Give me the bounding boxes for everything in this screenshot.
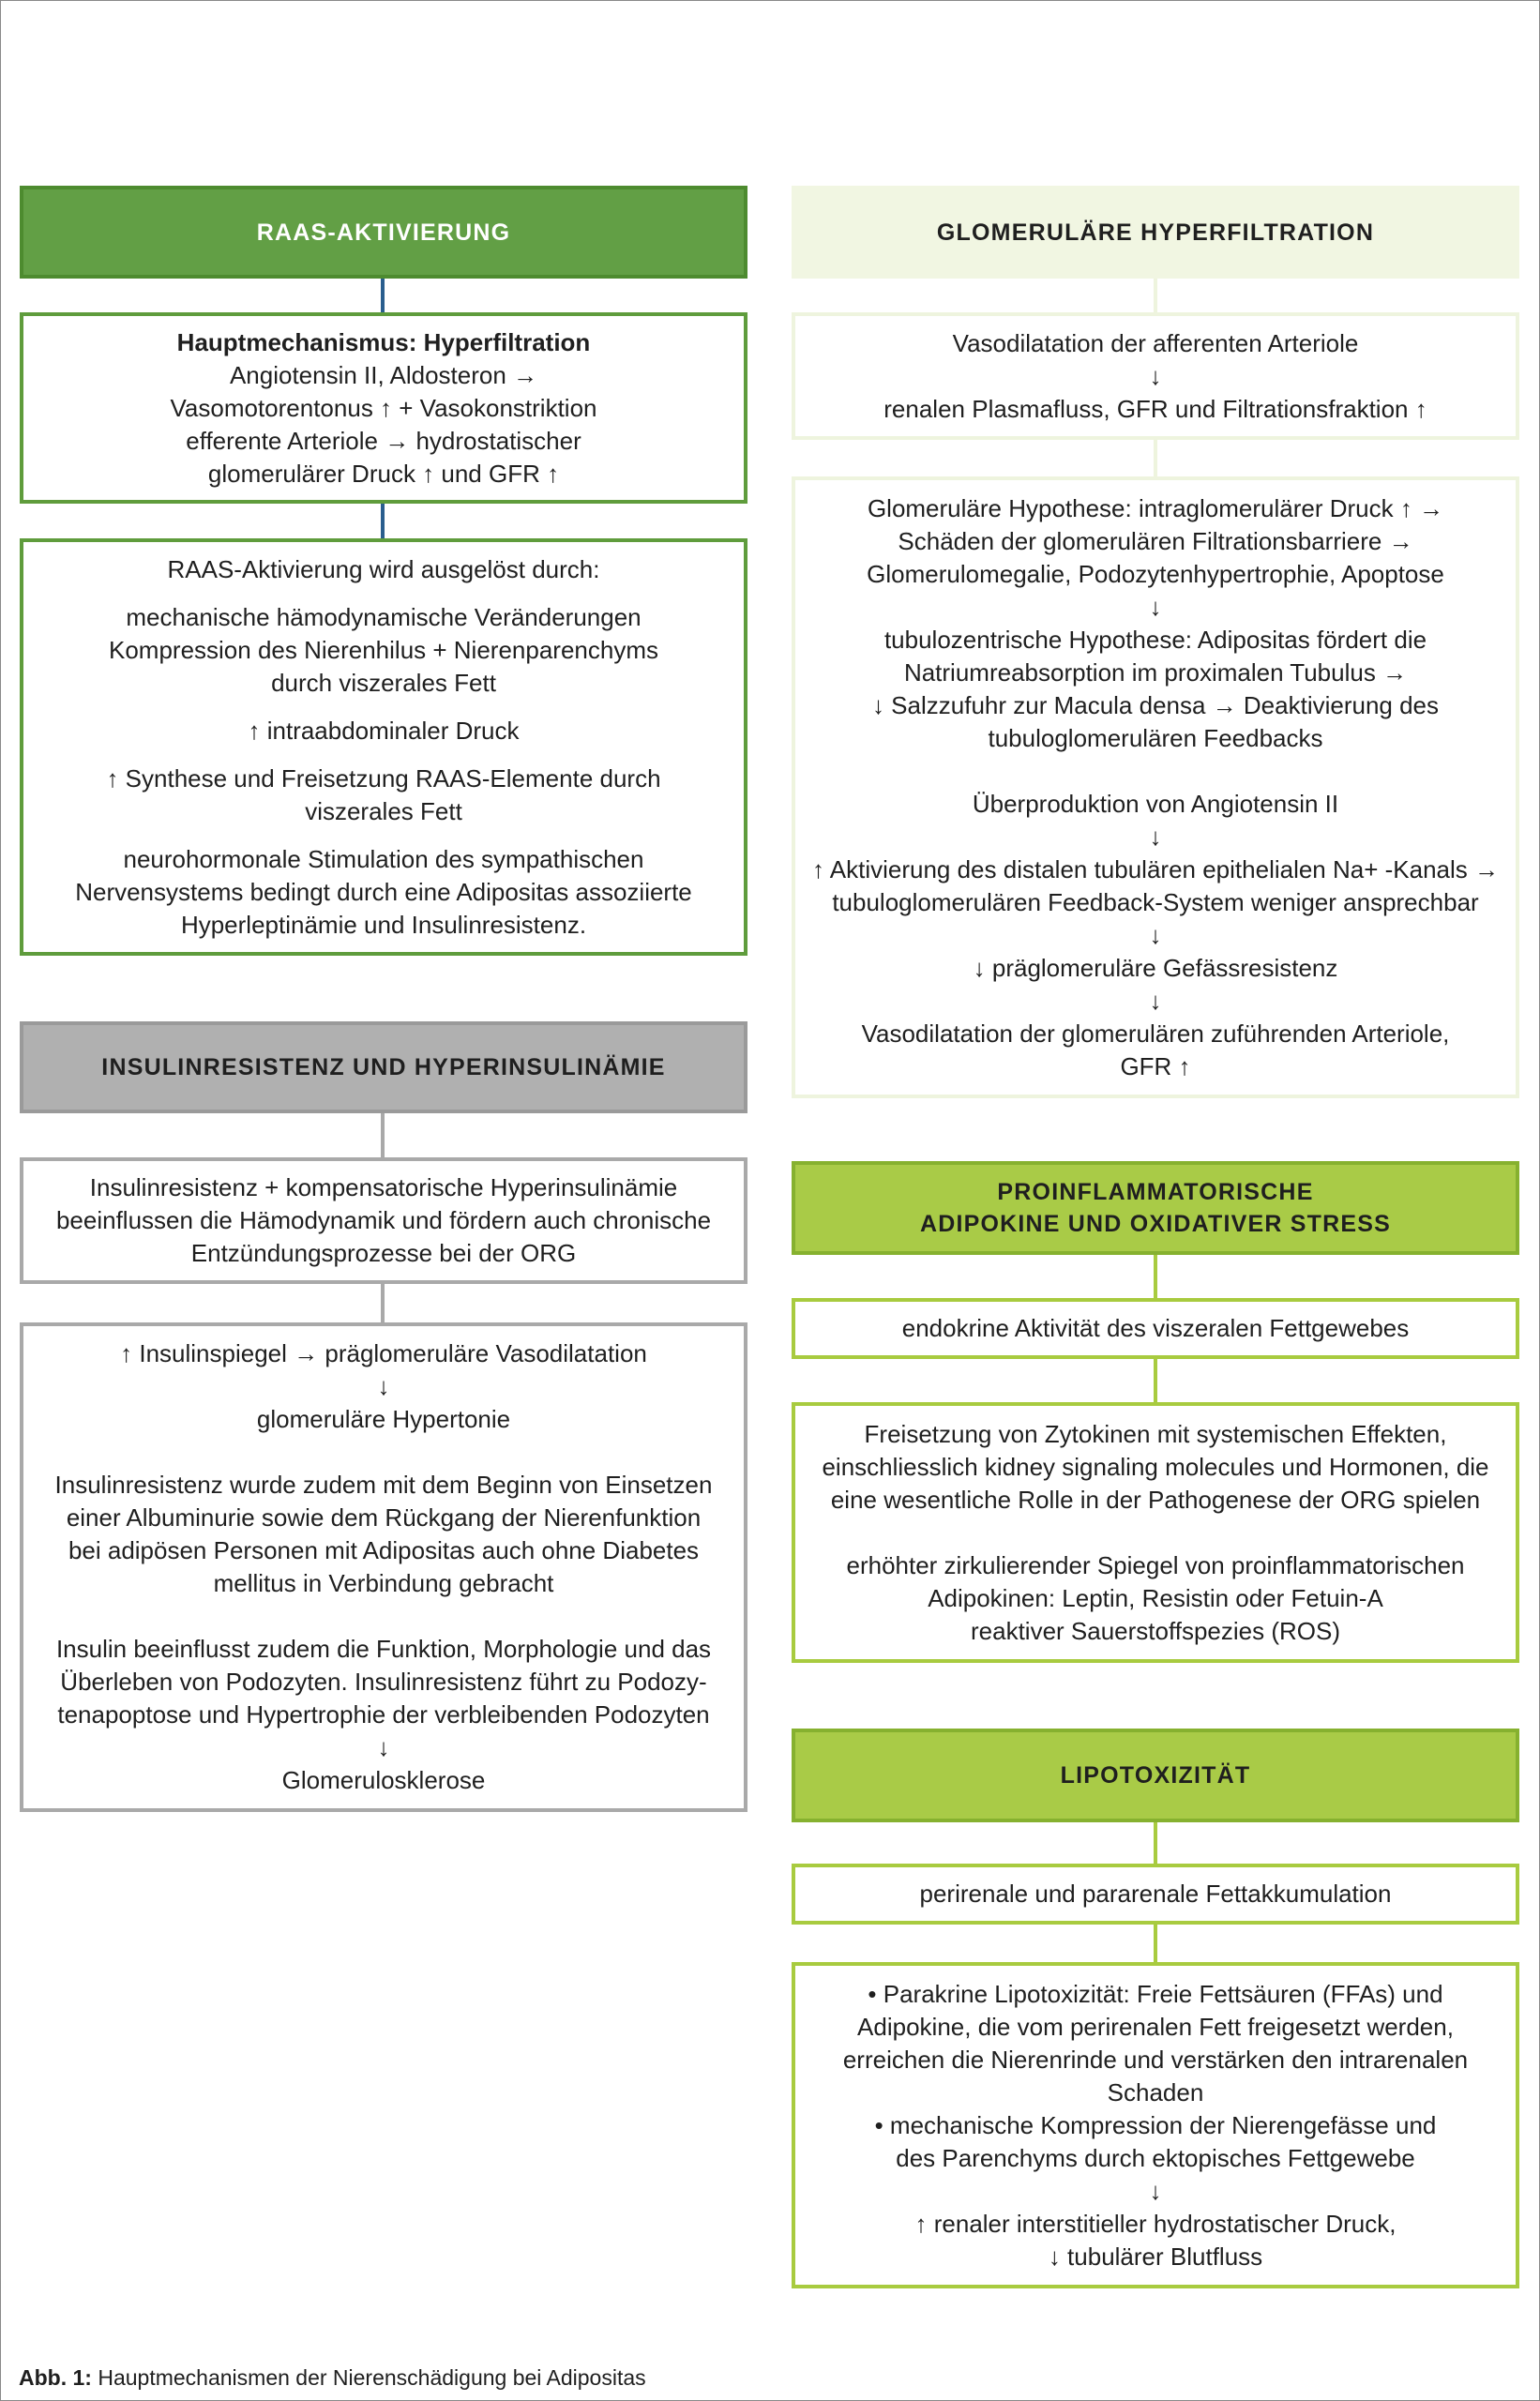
lipotox-line: Adipokine, die vom perirenalen Fett freigesetzt werden,	[857, 2012, 1454, 2041]
adipokine-header-line: PROINFLAMMATORISCHE	[997, 1179, 1314, 1205]
summary-line: Entzündungsprozesse bei der ORG	[190, 1239, 577, 1267]
mechanism-line: efferente Arteriole → hydrostatischer	[186, 426, 581, 455]
hyperfiltration-header	[792, 186, 1519, 279]
down-arrow: ↓	[377, 1733, 390, 1761]
adipokine-header	[792, 1161, 1519, 1255]
hf-line: Glomeruläre Hypothese: intraglomerulärer Druck ↑ →	[867, 493, 1444, 522]
adipokine-header-line: ADIPOKINE UND OXIDATIVER STRESS	[919, 1211, 1392, 1237]
connector	[1154, 440, 1157, 476]
lipotox-header-text: LIPOTOXIZITÄT	[1060, 1762, 1251, 1789]
cytokine-line: Freisetzung von Zytokinen mit systemischen Effekten,	[864, 1419, 1447, 1448]
hf-line: tubuloglomerulären Feedbacks	[988, 723, 1323, 752]
hf-line: GFR ↑	[1120, 1051, 1191, 1080]
connector	[381, 1113, 385, 1157]
mechanism-line: glomerulärer Druck ↑ und GFR ↑	[207, 459, 560, 488]
hf-line: renalen Plasmafluss, GFR und Filtrationsfraktion ↑	[883, 394, 1427, 423]
trigger-pressure: ↑ intraabdominaler Druck	[248, 716, 520, 745]
detail-line: tenapoptose und Hypertrophie der verbleibenden Podozyten	[57, 1700, 710, 1729]
down-arrow: ↓	[1149, 822, 1162, 851]
trigger-line: mechanische hämodynamische Veränderungen	[126, 602, 642, 631]
endocrine-text: endokrine Aktivität des viszeralen Fettgewebes	[901, 1314, 1410, 1342]
hf-line: ↑ Aktivierung des distalen tubulären epithelialen Na+ -Kanals →	[811, 854, 1500, 883]
lipotox-detail-box	[792, 1962, 1519, 2288]
down-arrow: ↓	[1149, 592, 1162, 621]
detail-line: Überleben von Podozyten. Insulinresistenz führt zu Podozy-	[60, 1668, 707, 1696]
hf-line: Vasodilatation der afferenten Arteriole	[952, 328, 1359, 357]
trigger-line: ↑ Synthese und Freisetzung RAAS-Elemente durch	[106, 763, 661, 793]
trigger-line: Nervensystems bedingt durch eine Adipositas assoziierte	[75, 877, 692, 906]
adipokine-line: erhöhter zirkulierender Spiegel von proinflammatorischen	[846, 1550, 1465, 1579]
hyperfiltration-header-text: GLOMERULÄRE HYPERFILTRATION	[936, 219, 1375, 246]
trigger-line: viszerales Fett	[305, 796, 462, 825]
down-arrow: ↓	[1149, 361, 1162, 390]
lipotox-line: • mechanische Kompression der Nierengefässe und	[874, 2110, 1437, 2139]
endocrine-box	[792, 1298, 1519, 1359]
hyperfiltration-box-2	[792, 476, 1519, 1098]
connector	[1154, 1925, 1157, 1962]
hf-line: ↓ Salzzufuhr zur Macula densa → Deaktivierung des	[871, 690, 1440, 719]
connector	[1154, 1822, 1157, 1864]
lipotox-line: Schaden	[1107, 2077, 1204, 2107]
mechanism-line: Angiotensin II, Aldosteron →	[229, 360, 538, 389]
cytokine-box	[792, 1402, 1519, 1663]
down-arrow: ↓	[1149, 986, 1162, 1015]
insulin-header-text: INSULINRESISTENZ UND HYPERINSULINÄMIE	[101, 1054, 666, 1080]
down-arrow: ↓	[1149, 920, 1162, 949]
triggers-intro: RAAS-Aktivierung wird ausgelöst durch:	[167, 554, 600, 583]
lipotox-line: erreichen die Nierenrinde und verstärken den intrarenalen	[842, 2045, 1469, 2074]
adipokine-line: Adipokinen: Leptin, Resistin oder Fetuin-A	[928, 1583, 1383, 1612]
connector	[1154, 1359, 1157, 1402]
raas-header-text: RAAS-AKTIVIERUNG	[256, 219, 511, 246]
detail-line: einer Albuminurie sowie dem Rückgang der Nierenfunktion	[66, 1503, 702, 1532]
cytokine-line: einschliesslich kidney signaling molecules und Hormonen, die	[822, 1452, 1489, 1481]
hf-line: tubuloglomerulären Feedback-System weniger ansprechbar	[832, 887, 1479, 916]
caption-text: Hauptmechanismen der Nierenschädigung bei Adipositas	[98, 2365, 646, 2390]
insulin-detail-box	[20, 1322, 747, 1812]
trigger-line: durch viszerales Fett	[271, 668, 496, 697]
raas-mechanism-box	[20, 312, 747, 504]
lipotox-line: • Parakrine Lipotoxizität: Freie Fettsäuren (FFAs) und	[868, 1979, 1443, 2008]
connector	[381, 279, 385, 312]
adipokine-line: reaktiver Sauerstoffspezies (ROS)	[971, 1616, 1340, 1645]
figure-caption	[19, 2363, 646, 2392]
hf-line: Überproduktion von Angiotensin II	[972, 789, 1339, 818]
detail-line: Insulin beeinflusst zudem die Funktion, Morphologie und das	[55, 1635, 712, 1663]
hf-line: ↓ präglomeruläre Gefässresistenz	[973, 953, 1338, 982]
accumulation-text: perirenale und pararenale Fettakkumulation	[919, 1880, 1392, 1908]
mechanism-title: Hauptmechanismus: Hyperfiltration	[176, 327, 591, 356]
cytokine-line: eine wesentliche Rolle in der Pathogenese der ORG spielen	[830, 1485, 1481, 1514]
trigger-line: Kompression des Nierenhilus + Nierenparenchyms	[108, 635, 658, 664]
summary-line: Insulinresistenz + kompensatorische Hyperinsulinämie	[89, 1173, 678, 1201]
trigger-line: neurohormonale Stimulation des sympathischen	[123, 844, 644, 873]
detail-line: Glomerulosklerose	[281, 1766, 486, 1794]
accumulation-box	[792, 1864, 1519, 1925]
lipotox-line: ↓ tubulärer Blutfluss	[1048, 2242, 1263, 2271]
hf-line: Glomerulomegalie, Podozytenhypertrophie, Apoptose	[867, 559, 1444, 588]
lipotox-line: ↑ renaler interstitieller hydrostatischer Druck,	[914, 2209, 1397, 2238]
insulin-summary-box	[20, 1157, 747, 1284]
raas-header	[20, 186, 747, 279]
hf-line: Schäden der glomerulären Filtrationsbarriere →	[898, 526, 1413, 555]
detail-line: bei adipösen Personen mit Adipositas auch ohne Diabetes	[68, 1536, 700, 1564]
connector	[1154, 1255, 1157, 1298]
caption-label: Abb. 1:	[19, 2365, 92, 2390]
hf-line: Vasodilatation der glomerulären zuführenden Arteriole,	[861, 1019, 1450, 1048]
detail-line: mellitus in Verbindung gebracht	[213, 1569, 554, 1597]
connector	[1154, 279, 1157, 312]
hyperfiltration-box-1	[792, 312, 1519, 440]
detail-line: ↑ Insulinspiegel → präglomeruläre Vasodilatation	[120, 1339, 647, 1367]
connector	[381, 504, 385, 538]
hf-line: Natriumreabsorption im proximalen Tubulus →	[903, 657, 1408, 687]
detail-line: Insulinresistenz wurde zudem mit dem Beginn von Einsetzen	[54, 1471, 713, 1499]
lipotox-header	[792, 1729, 1519, 1822]
raas-triggers-box	[20, 538, 747, 956]
detail-line: glomeruläre Hypertonie	[256, 1405, 511, 1433]
hf-line: tubulozentrische Hypothese: Adipositas fördert die	[883, 625, 1427, 654]
down-arrow: ↓	[377, 1372, 390, 1400]
trigger-line: Hyperleptinämie und Insulinresistenz.	[180, 910, 587, 939]
summary-line: beeinflussen die Hämodynamik und fördern auch chronische	[55, 1206, 712, 1234]
down-arrow: ↓	[1149, 2176, 1162, 2205]
insulin-header	[20, 1021, 747, 1113]
connector	[381, 1284, 385, 1322]
mechanism-line: Vasomotorentonus ↑ + Vasokonstriktion	[170, 393, 597, 422]
lipotox-line: des Parenchyms durch ektopisches Fettgewebe	[896, 2143, 1415, 2172]
